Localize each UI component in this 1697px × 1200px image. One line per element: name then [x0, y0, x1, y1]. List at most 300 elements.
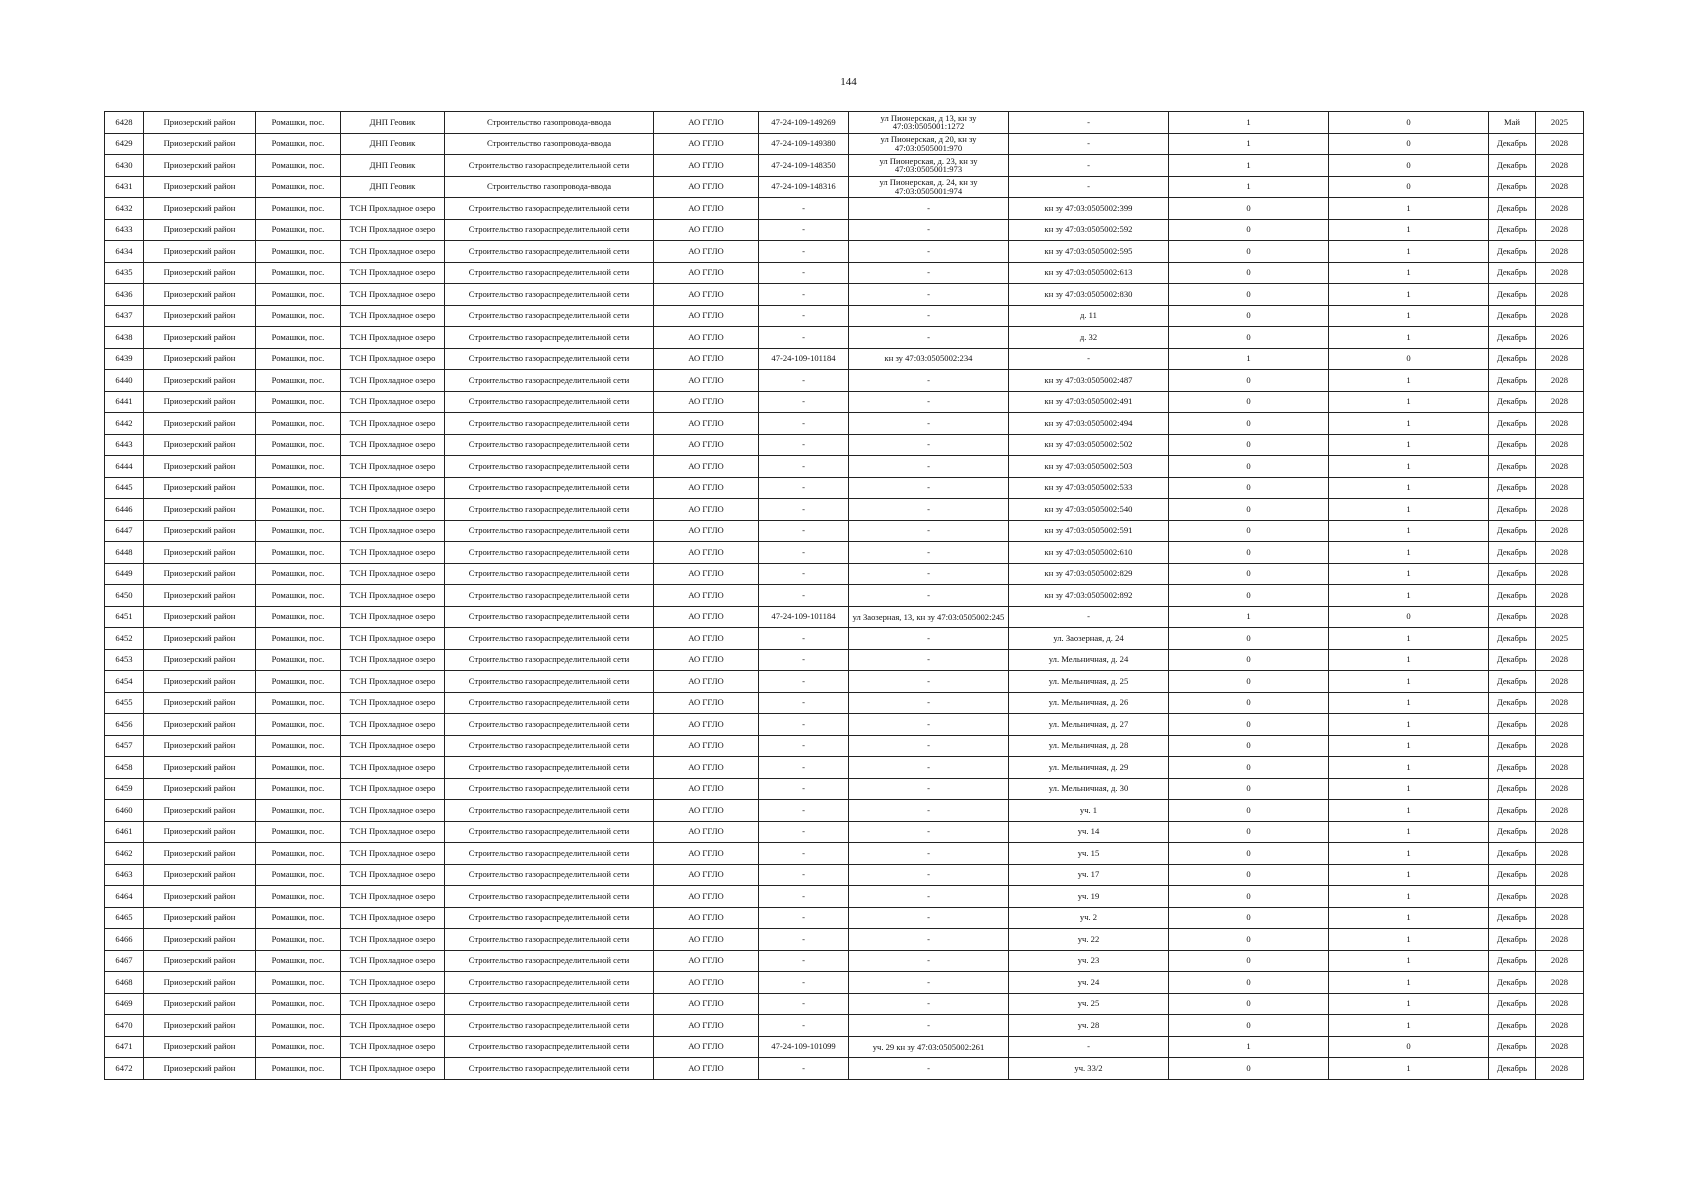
table-row: [105, 972, 1584, 994]
cell-operator: АО ГГЛО: [654, 778, 759, 800]
table-row: [105, 1036, 1584, 1058]
cell-month: Декабрь: [1489, 456, 1536, 478]
cell-address_with_gro: -: [849, 800, 1009, 822]
cell-no: 6442: [105, 413, 144, 435]
cell-work: Строительство газораспределительной сети: [445, 993, 654, 1015]
cell-locality: Ромашки, пос.: [256, 391, 341, 413]
cell-work: Строительство газораспределительной сети: [445, 477, 654, 499]
cell-address_without_gro: уч. 1: [1009, 800, 1169, 822]
cell-address_with_gro: -: [849, 714, 1009, 736]
cell-address_without_gro: -: [1009, 1036, 1169, 1058]
cell-address_without_gro: уч. 2: [1009, 907, 1169, 929]
cell-address_without_gro: кн зу 47:03:0505002:829: [1009, 563, 1169, 585]
table-row: [105, 864, 1584, 886]
cell-count_with_gro: 1: [1169, 133, 1329, 155]
cell-year: 2028: [1536, 241, 1584, 263]
cell-gro_number: -: [759, 198, 849, 220]
cell-month: Декабрь: [1489, 714, 1536, 736]
cell-operator: АО ГГЛО: [654, 929, 759, 951]
table-row: [105, 391, 1584, 413]
table-row: [105, 499, 1584, 521]
table-row: [105, 993, 1584, 1015]
cell-locality: Ромашки, пос.: [256, 456, 341, 478]
cell-work: Строительство газораспределительной сети: [445, 391, 654, 413]
cell-gro_number: 47-24-109-101184: [759, 606, 849, 628]
cell-count_with_gro: 0: [1169, 198, 1329, 220]
cell-year: 2028: [1536, 133, 1584, 155]
cell-no: 6460: [105, 800, 144, 822]
cell-gro_number: -: [759, 305, 849, 327]
cell-gro_number: 47-24-109-149269: [759, 112, 849, 134]
cell-work: Строительство газораспределительной сети: [445, 950, 654, 972]
cell-operator: АО ГГЛО: [654, 993, 759, 1015]
cell-address_without_gro: уч. 23: [1009, 950, 1169, 972]
cell-work: Строительство газораспределительной сети: [445, 370, 654, 392]
cell-gro_number: -: [759, 1058, 849, 1080]
cell-no: 6465: [105, 907, 144, 929]
cell-operator: АО ГГЛО: [654, 628, 759, 650]
cell-address_with_gro: -: [849, 778, 1009, 800]
cell-count_with_gro: 1: [1169, 1036, 1329, 1058]
cell-month: Декабрь: [1489, 692, 1536, 714]
cell-year: 2028: [1536, 950, 1584, 972]
cell-count_with_gro: 0: [1169, 1058, 1329, 1080]
cell-district: Приозерский район: [144, 649, 256, 671]
cell-year: 2026: [1536, 327, 1584, 349]
cell-district: Приозерский район: [144, 929, 256, 951]
cell-organization: ДНП Геовик: [341, 176, 445, 198]
cell-gro_number: -: [759, 778, 849, 800]
cell-address_without_gro: ул. Мельничная, д. 24: [1009, 649, 1169, 671]
cell-locality: Ромашки, пос.: [256, 714, 341, 736]
cell-month: Декабрь: [1489, 778, 1536, 800]
cell-organization: ТСН Прохладное озеро: [341, 284, 445, 306]
cell-year: 2028: [1536, 929, 1584, 951]
cell-count_with_gro: 0: [1169, 305, 1329, 327]
table-row: [105, 520, 1584, 542]
cell-district: Приозерский район: [144, 585, 256, 607]
cell-locality: Ромашки, пос.: [256, 176, 341, 198]
cell-count_with_gro: 0: [1169, 1015, 1329, 1037]
cell-count_without_gro: 1: [1329, 649, 1489, 671]
cell-organization: ТСН Прохладное озеро: [341, 800, 445, 822]
cell-gro_number: -: [759, 714, 849, 736]
cell-no: 6463: [105, 864, 144, 886]
cell-month: Декабрь: [1489, 585, 1536, 607]
cell-count_with_gro: 0: [1169, 778, 1329, 800]
cell-locality: Ромашки, пос.: [256, 585, 341, 607]
cell-gro_number: -: [759, 499, 849, 521]
cell-count_without_gro: 0: [1329, 348, 1489, 370]
cell-organization: ДНП Геовик: [341, 112, 445, 134]
cell-count_without_gro: 1: [1329, 370, 1489, 392]
table-row: [105, 1058, 1584, 1080]
cell-address_with_gro: -: [849, 864, 1009, 886]
cell-year: 2028: [1536, 1015, 1584, 1037]
cell-year: 2028: [1536, 370, 1584, 392]
cell-month: Декабрь: [1489, 628, 1536, 650]
table-row: [105, 778, 1584, 800]
cell-address_without_gro: кн зу 47:03:0505002:613: [1009, 262, 1169, 284]
cell-organization: ТСН Прохладное озеро: [341, 1058, 445, 1080]
cell-no: 6472: [105, 1058, 144, 1080]
cell-address_without_gro: уч. 19: [1009, 886, 1169, 908]
cell-work: Строительство газораспределительной сети: [445, 929, 654, 951]
cell-operator: АО ГГЛО: [654, 950, 759, 972]
cell-work: Строительство газораспределительной сети: [445, 563, 654, 585]
cell-work: Строительство газораспределительной сети: [445, 886, 654, 908]
cell-work: Строительство газораспределительной сети: [445, 843, 654, 865]
cell-locality: Ромашки, пос.: [256, 907, 341, 929]
cell-locality: Ромашки, пос.: [256, 972, 341, 994]
cell-work: Строительство газопровода-ввода: [445, 133, 654, 155]
table-row: [105, 284, 1584, 306]
cell-year: 2028: [1536, 993, 1584, 1015]
cell-operator: АО ГГЛО: [654, 714, 759, 736]
cell-year: 2028: [1536, 198, 1584, 220]
cell-district: Приозерский район: [144, 262, 256, 284]
cell-year: 2028: [1536, 735, 1584, 757]
cell-month: Декабрь: [1489, 843, 1536, 865]
cell-operator: АО ГГЛО: [654, 1015, 759, 1037]
cell-count_with_gro: 0: [1169, 262, 1329, 284]
cell-month: Декабрь: [1489, 542, 1536, 564]
cell-work: Строительство газораспределительной сети: [445, 907, 654, 929]
cell-work: Строительство газораспределительной сети: [445, 198, 654, 220]
cell-organization: ДНП Геовик: [341, 133, 445, 155]
cell-count_with_gro: 0: [1169, 929, 1329, 951]
cell-work: Строительство газораспределительной сети: [445, 714, 654, 736]
cell-count_without_gro: 1: [1329, 456, 1489, 478]
cell-address_without_gro: кн зу 47:03:0505002:533: [1009, 477, 1169, 499]
cell-locality: Ромашки, пос.: [256, 628, 341, 650]
cell-organization: ТСН Прохладное озеро: [341, 520, 445, 542]
cell-count_with_gro: 0: [1169, 241, 1329, 263]
cell-address_with_gro: -: [849, 520, 1009, 542]
cell-gro_number: -: [759, 327, 849, 349]
cell-count_without_gro: 0: [1329, 155, 1489, 177]
cell-gro_number: -: [759, 219, 849, 241]
cell-organization: ТСН Прохладное озеро: [341, 692, 445, 714]
cell-count_without_gro: 0: [1329, 606, 1489, 628]
cell-address_with_gro: ул Пионерская, д 20, кн зу 47:03:0505001:970: [849, 133, 1009, 155]
cell-locality: Ромашки, пос.: [256, 800, 341, 822]
cell-no: 6446: [105, 499, 144, 521]
table-row: [105, 348, 1584, 370]
cell-address_with_gro: -: [849, 219, 1009, 241]
table-row: [105, 262, 1584, 284]
cell-locality: Ромашки, пос.: [256, 155, 341, 177]
cell-count_without_gro: 0: [1329, 1036, 1489, 1058]
cell-work: Строительство газораспределительной сети: [445, 542, 654, 564]
cell-count_with_gro: 0: [1169, 520, 1329, 542]
cell-no: 6430: [105, 155, 144, 177]
table-row: [105, 757, 1584, 779]
cell-address_without_gro: кн зу 47:03:0505002:592: [1009, 219, 1169, 241]
table-row: [105, 907, 1584, 929]
cell-count_without_gro: 1: [1329, 950, 1489, 972]
cell-operator: АО ГГЛО: [654, 757, 759, 779]
cell-month: Декабрь: [1489, 886, 1536, 908]
cell-month: Декабрь: [1489, 198, 1536, 220]
cell-year: 2028: [1536, 907, 1584, 929]
cell-year: 2028: [1536, 176, 1584, 198]
cell-gro_number: -: [759, 671, 849, 693]
cell-month: Декабрь: [1489, 1058, 1536, 1080]
cell-district: Приозерский район: [144, 112, 256, 134]
cell-count_without_gro: 1: [1329, 305, 1489, 327]
cell-count_without_gro: 1: [1329, 284, 1489, 306]
cell-district: Приозерский район: [144, 1015, 256, 1037]
cell-locality: Ромашки, пос.: [256, 198, 341, 220]
cell-month: Декабрь: [1489, 1015, 1536, 1037]
cell-work: Строительство газораспределительной сети: [445, 241, 654, 263]
cell-count_without_gro: 1: [1329, 864, 1489, 886]
table-row: [105, 456, 1584, 478]
cell-district: Приозерский район: [144, 671, 256, 693]
cell-organization: ТСН Прохладное озеро: [341, 671, 445, 693]
cell-gro_number: -: [759, 563, 849, 585]
cell-district: Приозерский район: [144, 348, 256, 370]
cell-address_without_gro: д. 32: [1009, 327, 1169, 349]
cell-address_without_gro: -: [1009, 133, 1169, 155]
cell-organization: ТСН Прохладное озеро: [341, 348, 445, 370]
cell-operator: АО ГГЛО: [654, 843, 759, 865]
cell-no: 6454: [105, 671, 144, 693]
cell-gro_number: 47-24-109-101184: [759, 348, 849, 370]
cell-address_with_gro: -: [849, 929, 1009, 951]
cell-district: Приозерский район: [144, 284, 256, 306]
cell-count_without_gro: 1: [1329, 198, 1489, 220]
cell-operator: АО ГГЛО: [654, 284, 759, 306]
table-row: [105, 305, 1584, 327]
cell-month: Декабрь: [1489, 864, 1536, 886]
cell-no: 6449: [105, 563, 144, 585]
cell-work: Строительство газопровода-ввода: [445, 176, 654, 198]
cell-gro_number: -: [759, 929, 849, 951]
cell-district: Приозерский район: [144, 606, 256, 628]
cell-address_without_gro: кн зу 47:03:0505002:503: [1009, 456, 1169, 478]
cell-count_without_gro: 1: [1329, 241, 1489, 263]
cell-operator: АО ГГЛО: [654, 413, 759, 435]
cell-organization: ТСН Прохладное озеро: [341, 370, 445, 392]
cell-count_with_gro: 0: [1169, 391, 1329, 413]
cell-work: Строительство газораспределительной сети: [445, 585, 654, 607]
cell-month: Декабрь: [1489, 305, 1536, 327]
cell-no: 6461: [105, 821, 144, 843]
cell-count_with_gro: 0: [1169, 434, 1329, 456]
cell-work: Строительство газораспределительной сети: [445, 219, 654, 241]
cell-count_with_gro: 0: [1169, 950, 1329, 972]
cell-organization: ТСН Прохладное озеро: [341, 434, 445, 456]
cell-year: 2028: [1536, 1036, 1584, 1058]
cell-no: 6437: [105, 305, 144, 327]
cell-district: Приозерский район: [144, 778, 256, 800]
cell-no: 6471: [105, 1036, 144, 1058]
cell-district: Приозерский район: [144, 821, 256, 843]
cell-work: Строительство газораспределительной сети: [445, 757, 654, 779]
cell-address_with_gro: -: [849, 950, 1009, 972]
table-row: [105, 714, 1584, 736]
cell-year: 2025: [1536, 628, 1584, 650]
cell-gro_number: -: [759, 843, 849, 865]
cell-work: Строительство газораспределительной сети: [445, 821, 654, 843]
cell-count_with_gro: 0: [1169, 800, 1329, 822]
cell-count_with_gro: 0: [1169, 735, 1329, 757]
cell-no: 6441: [105, 391, 144, 413]
cell-locality: Ромашки, пос.: [256, 133, 341, 155]
cell-year: 2028: [1536, 413, 1584, 435]
cell-organization: ТСН Прохладное озеро: [341, 864, 445, 886]
cell-count_with_gro: 0: [1169, 692, 1329, 714]
cell-address_without_gro: уч. 22: [1009, 929, 1169, 951]
cell-work: Строительство газораспределительной сети: [445, 348, 654, 370]
cell-address_without_gro: ул. Мельничная, д. 26: [1009, 692, 1169, 714]
cell-locality: Ромашки, пос.: [256, 348, 341, 370]
cell-organization: ТСН Прохладное озеро: [341, 886, 445, 908]
cell-organization: ТСН Прохладное озеро: [341, 628, 445, 650]
cell-month: Декабрь: [1489, 929, 1536, 951]
cell-year: 2028: [1536, 821, 1584, 843]
cell-district: Приозерский район: [144, 219, 256, 241]
cell-district: Приозерский район: [144, 800, 256, 822]
cell-address_with_gro: -: [849, 972, 1009, 994]
cell-gro_number: -: [759, 950, 849, 972]
cell-operator: АО ГГЛО: [654, 391, 759, 413]
cell-work: Строительство газораспределительной сети: [445, 284, 654, 306]
cell-operator: АО ГГЛО: [654, 499, 759, 521]
cell-operator: АО ГГЛО: [654, 563, 759, 585]
cell-year: 2028: [1536, 843, 1584, 865]
cell-work: Строительство газораспределительной сети: [445, 778, 654, 800]
cell-work: Строительство газопровода-ввода: [445, 112, 654, 134]
cell-gro_number: -: [759, 1015, 849, 1037]
cell-address_without_gro: кн зу 47:03:0505002:591: [1009, 520, 1169, 542]
cell-no: 6429: [105, 133, 144, 155]
cell-no: 6432: [105, 198, 144, 220]
cell-locality: Ромашки, пос.: [256, 112, 341, 134]
cell-gro_number: -: [759, 542, 849, 564]
cell-count_without_gro: 1: [1329, 714, 1489, 736]
cell-locality: Ромашки, пос.: [256, 241, 341, 263]
cell-address_without_gro: ул. Мельничная, д. 29: [1009, 757, 1169, 779]
cell-operator: АО ГГЛО: [654, 864, 759, 886]
cell-month: Декабрь: [1489, 348, 1536, 370]
cell-year: 2028: [1536, 219, 1584, 241]
cell-gro_number: -: [759, 735, 849, 757]
cell-count_with_gro: 0: [1169, 864, 1329, 886]
cell-organization: ТСН Прохладное озеро: [341, 219, 445, 241]
cell-no: 6456: [105, 714, 144, 736]
cell-gro_number: -: [759, 821, 849, 843]
cell-address_with_gro: -: [849, 327, 1009, 349]
cell-organization: ТСН Прохладное озеро: [341, 1015, 445, 1037]
cell-count_with_gro: 0: [1169, 649, 1329, 671]
cell-operator: АО ГГЛО: [654, 262, 759, 284]
cell-district: Приозерский район: [144, 993, 256, 1015]
cell-count_with_gro: 0: [1169, 757, 1329, 779]
cell-gro_number: 47-24-109-149380: [759, 133, 849, 155]
cell-work: Строительство газораспределительной сети: [445, 155, 654, 177]
table-row: [105, 112, 1584, 134]
cell-address_without_gro: -: [1009, 176, 1169, 198]
cell-district: Приозерский район: [144, 972, 256, 994]
table-row: [105, 950, 1584, 972]
cell-gro_number: 47-24-109-148350: [759, 155, 849, 177]
table-row: [105, 133, 1584, 155]
cell-operator: АО ГГЛО: [654, 241, 759, 263]
cell-locality: Ромашки, пос.: [256, 671, 341, 693]
cell-organization: ТСН Прохладное озеро: [341, 950, 445, 972]
cell-organization: ТСН Прохладное озеро: [341, 972, 445, 994]
cell-district: Приозерский район: [144, 155, 256, 177]
cell-district: Приозерский район: [144, 692, 256, 714]
cell-no: 6438: [105, 327, 144, 349]
table-row: [105, 413, 1584, 435]
cell-work: Строительство газораспределительной сети: [445, 606, 654, 628]
cell-organization: ТСН Прохладное озеро: [341, 778, 445, 800]
cell-address_with_gro: -: [849, 993, 1009, 1015]
cell-address_without_gro: кн зу 47:03:0505002:540: [1009, 499, 1169, 521]
cell-organization: ТСН Прохладное озеро: [341, 413, 445, 435]
cell-locality: Ромашки, пос.: [256, 327, 341, 349]
cell-operator: АО ГГЛО: [654, 735, 759, 757]
cell-gro_number: -: [759, 628, 849, 650]
cell-gro_number: -: [759, 649, 849, 671]
cell-operator: АО ГГЛО: [654, 886, 759, 908]
cell-address_with_gro: ул Пионерская, д. 23, кн зу 47:03:0505001:973: [849, 155, 1009, 177]
cell-count_without_gro: 1: [1329, 778, 1489, 800]
cell-locality: Ромашки, пос.: [256, 864, 341, 886]
cell-operator: АО ГГЛО: [654, 821, 759, 843]
cell-count_with_gro: 0: [1169, 886, 1329, 908]
cell-address_with_gro: -: [849, 886, 1009, 908]
cell-organization: ТСН Прохладное озеро: [341, 563, 445, 585]
cell-locality: Ромашки, пос.: [256, 305, 341, 327]
cell-count_with_gro: 0: [1169, 499, 1329, 521]
cell-month: Май: [1489, 112, 1536, 134]
cell-no: 6434: [105, 241, 144, 263]
cell-count_without_gro: 1: [1329, 800, 1489, 822]
cell-district: Приозерский район: [144, 305, 256, 327]
cell-operator: АО ГГЛО: [654, 649, 759, 671]
cell-no: 6436: [105, 284, 144, 306]
cell-address_without_gro: уч. 28: [1009, 1015, 1169, 1037]
cell-district: Приозерский район: [144, 520, 256, 542]
cell-address_without_gro: -: [1009, 606, 1169, 628]
cell-address_with_gro: -: [849, 585, 1009, 607]
cell-count_without_gro: 1: [1329, 671, 1489, 693]
cell-operator: АО ГГЛО: [654, 1058, 759, 1080]
cell-operator: АО ГГЛО: [654, 305, 759, 327]
cell-year: 2028: [1536, 692, 1584, 714]
cell-count_with_gro: 1: [1169, 112, 1329, 134]
cell-year: 2028: [1536, 886, 1584, 908]
table-row: [105, 929, 1584, 951]
cell-no: 6455: [105, 692, 144, 714]
cell-count_without_gro: 1: [1329, 391, 1489, 413]
cell-locality: Ромашки, пос.: [256, 219, 341, 241]
cell-district: Приозерский район: [144, 198, 256, 220]
cell-count_with_gro: 0: [1169, 413, 1329, 435]
cell-count_with_gro: 0: [1169, 821, 1329, 843]
cell-locality: Ромашки, пос.: [256, 413, 341, 435]
cell-district: Приозерский район: [144, 886, 256, 908]
cell-count_without_gro: 1: [1329, 520, 1489, 542]
cell-no: 6451: [105, 606, 144, 628]
cell-organization: ТСН Прохладное озеро: [341, 929, 445, 951]
cell-count_with_gro: 1: [1169, 176, 1329, 198]
